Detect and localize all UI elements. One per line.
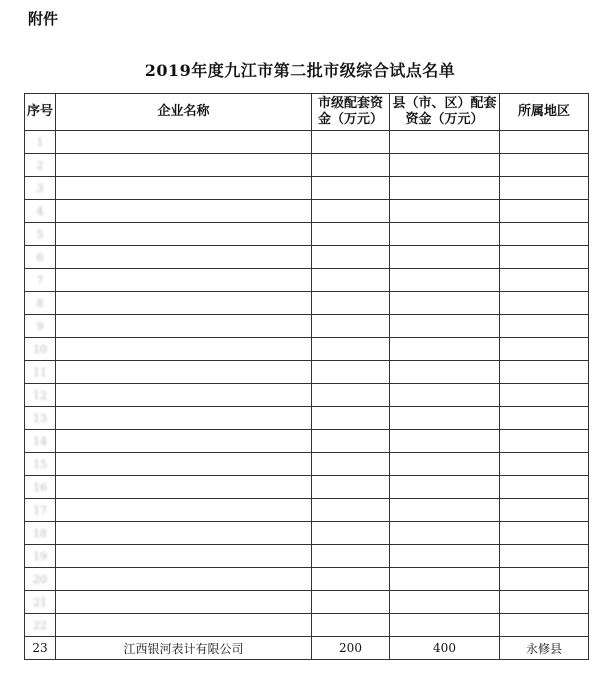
cell-city-fund [312,292,390,315]
cell-serial-text: 2 [36,158,44,172]
cell-region-text: 永修县 [525,641,562,656]
table-body [25,131,589,660]
cell-company [56,453,312,476]
table-row [25,614,589,637]
cell-county-fund [390,384,500,407]
cell-region [500,476,589,499]
cell-company [56,545,312,568]
cell-company [56,614,312,637]
table-row [25,407,589,430]
cell-serial [25,522,56,545]
cell-city-fund [312,131,390,154]
header-serial: 序号 [25,94,56,131]
cell-serial [25,246,56,269]
cell-company [56,637,312,660]
cell-company [56,499,312,522]
cell-city-fund [312,522,390,545]
table-row [25,223,589,246]
table-row [25,131,589,154]
cell-serial [25,384,56,407]
cell-city-fund [312,637,390,660]
cell-serial-text: 12 [33,388,47,402]
table-row [25,315,589,338]
cell-region [500,614,589,637]
table-row [25,476,589,499]
cell-company [56,522,312,545]
cell-serial-text: 19 [33,549,47,563]
header-region: 所属地区 [500,94,589,131]
cell-serial [25,614,56,637]
table-row [25,361,589,384]
cell-city-fund [312,223,390,246]
cell-serial [25,223,56,246]
cell-region [500,361,589,384]
cell-serial-text: 4 [36,204,44,218]
header-city-fund: 市级配套资金（万元） [312,94,390,131]
cell-serial-text: 8 [36,296,44,310]
cell-serial [25,453,56,476]
cell-serial-text: 16 [33,480,47,494]
cell-region [500,154,589,177]
cell-serial [25,476,56,499]
cell-region [500,637,589,660]
cell-serial [25,177,56,200]
cell-region [500,223,589,246]
cell-company [56,315,312,338]
cell-county-fund [390,568,500,591]
cell-serial [25,591,56,614]
cell-city-fund [312,154,390,177]
cell-serial-text: 5 [36,227,44,241]
cell-county-fund [390,315,500,338]
cell-company [56,177,312,200]
table-row [25,292,589,315]
cell-serial-text: 6 [36,250,44,264]
cell-serial-text: 22 [33,618,47,632]
cell-company [56,154,312,177]
header-company: 企业名称 [56,94,312,131]
cell-region [500,246,589,269]
cell-region [500,384,589,407]
cell-company [56,361,312,384]
cell-region [500,453,589,476]
pilot-list-table [24,93,589,660]
table-row [25,568,589,591]
cell-city-fund-text: 200 [339,641,362,655]
cell-company [56,591,312,614]
cell-serial [25,131,56,154]
cell-city-fund [312,476,390,499]
cell-county-fund [390,361,500,384]
cell-region [500,269,589,292]
cell-serial [25,154,56,177]
header-county-fund: 县（市、区）配套资金（万元） [390,94,500,131]
cell-city-fund [312,338,390,361]
table-row [25,453,589,476]
cell-serial-text: 10 [33,342,47,356]
cell-city-fund [312,315,390,338]
cell-region [500,338,589,361]
table-row [25,177,589,200]
cell-company [56,223,312,246]
cell-serial-text: 11 [33,365,47,379]
cell-region [500,568,589,591]
cell-region [500,522,589,545]
cell-county-fund [390,545,500,568]
cell-city-fund [312,430,390,453]
cell-county-fund [390,453,500,476]
document-title: 2019年度九江市第二批市级综合试点名单 [144,61,456,80]
table-row [25,430,589,453]
cell-serial-text: 20 [33,572,47,586]
cell-company [56,407,312,430]
cell-serial [25,545,56,568]
cell-serial [25,200,56,223]
cell-city-fund [312,200,390,223]
cell-county-fund [390,637,500,660]
cell-city-fund [312,407,390,430]
table-row [25,591,589,614]
cell-company [56,292,312,315]
cell-serial [25,499,56,522]
cell-region [500,591,589,614]
cell-county-fund [390,476,500,499]
cell-county-fund-text: 400 [433,641,456,655]
cell-serial [25,269,56,292]
cell-county-fund [390,292,500,315]
cell-serial-text: 1 [36,135,44,149]
cell-serial [25,407,56,430]
cell-county-fund [390,338,500,361]
cell-county-fund [390,200,500,223]
cell-serial [25,315,56,338]
cell-serial-text: 23 [32,641,48,655]
cell-county-fund [390,131,500,154]
cell-serial-text: 15 [33,457,47,471]
cell-city-fund [312,361,390,384]
cell-serial [25,568,56,591]
cell-city-fund [312,545,390,568]
table-row [25,384,589,407]
cell-county-fund [390,223,500,246]
cell-city-fund [312,246,390,269]
cell-serial-text: 14 [33,434,47,448]
cell-company [56,131,312,154]
cell-region [500,545,589,568]
cell-serial-text: 18 [33,526,47,540]
cell-serial-text: 21 [33,595,47,609]
cell-city-fund [312,614,390,637]
cell-city-fund [312,453,390,476]
cell-city-fund [312,269,390,292]
cell-region [500,200,589,223]
cell-county-fund [390,430,500,453]
cell-county-fund [390,407,500,430]
cell-county-fund [390,246,500,269]
table-row [25,637,589,660]
cell-serial [25,361,56,384]
cell-serial [25,430,56,453]
cell-company [56,246,312,269]
cell-serial [25,637,56,660]
table-row [25,200,589,223]
table-header-row [25,94,589,131]
cell-region [500,292,589,315]
cell-region [500,177,589,200]
cell-serial [25,338,56,361]
cell-county-fund [390,499,500,522]
table-row [25,338,589,361]
cell-county-fund [390,522,500,545]
cell-company [56,200,312,223]
cell-region [500,131,589,154]
cell-serial-text: 9 [36,319,44,333]
cell-serial-text: 3 [36,181,44,195]
cell-county-fund [390,269,500,292]
cell-region [500,499,589,522]
cell-city-fund [312,591,390,614]
table-row [25,522,589,545]
attachment-label: 附件 [28,10,59,28]
cell-serial [25,292,56,315]
cell-county-fund [390,614,500,637]
cell-company [56,269,312,292]
cell-region [500,407,589,430]
cell-county-fund [390,177,500,200]
cell-serial-text: 17 [33,503,47,517]
cell-county-fund [390,591,500,614]
cell-company [56,338,312,361]
cell-region [500,430,589,453]
cell-serial-text: 13 [33,411,47,425]
cell-company-text: 江西银河表计有限公司 [123,641,244,656]
cell-city-fund [312,499,390,522]
table-row [25,499,589,522]
cell-city-fund [312,568,390,591]
table-row [25,246,589,269]
cell-company [56,384,312,407]
table-row [25,269,589,292]
table-row [25,545,589,568]
cell-serial-text: 7 [36,273,44,287]
cell-city-fund [312,384,390,407]
cell-company [56,476,312,499]
cell-county-fund [390,154,500,177]
cell-region [500,315,589,338]
cell-company [56,430,312,453]
cell-company [56,568,312,591]
cell-city-fund [312,177,390,200]
table-row [25,154,589,177]
